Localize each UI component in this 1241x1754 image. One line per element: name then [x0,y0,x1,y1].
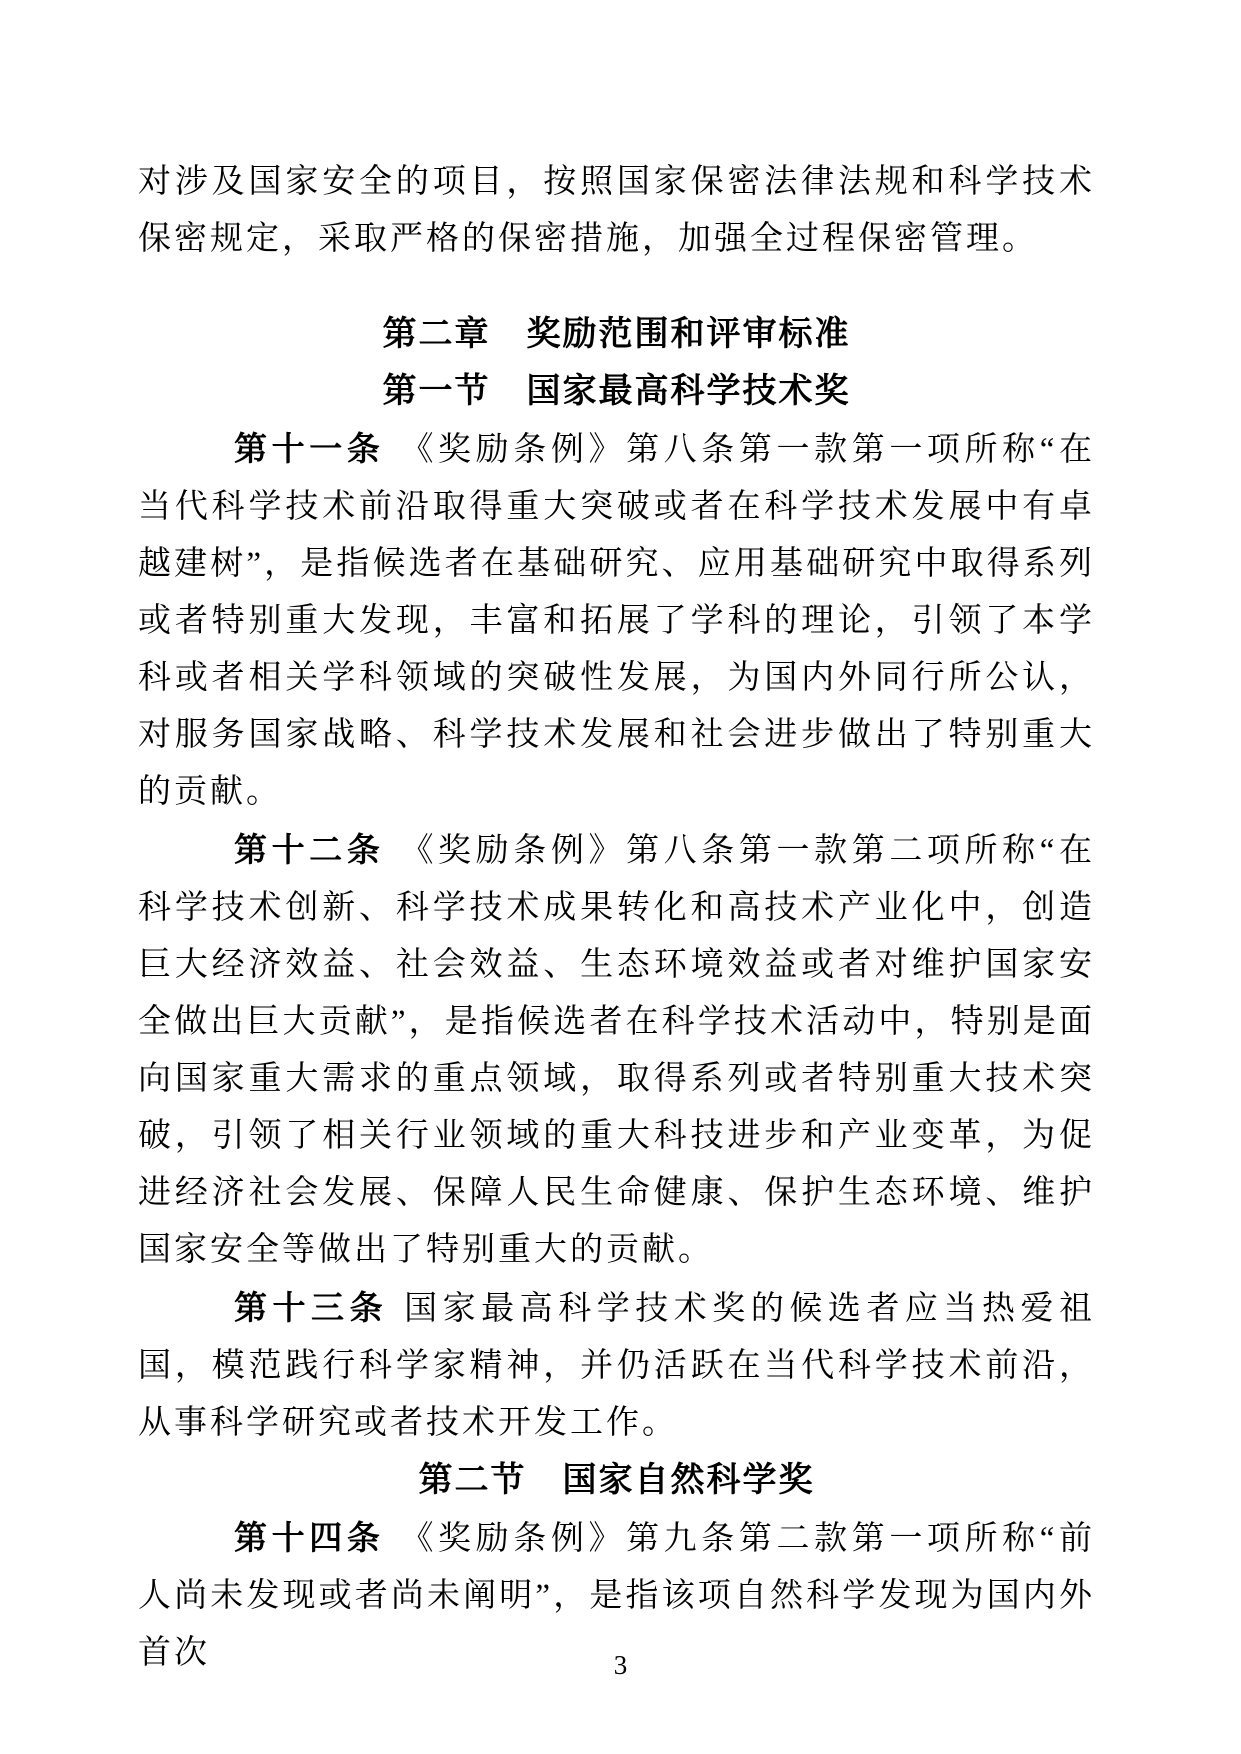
article-12-text: 《奖励条例》第八条第一款第二项所称“在科学技术创新、科学技术成果转化和高技术产业化中，创造巨大经济效益、社会效益、生态环境效益或者对维护国家安全做出巨大贡献”，是指候选者在科学技术活动中，特别是面向国家重大需求的重点领域，取得系列或者特别重大技术突破，引领了相关行业领域的重大科技进步和产业变革，为促进经济社会发展、保障人民生命健康、保护生态环境、维护国家安全等做出了特别重大的贡献。 [138,833,1096,1268]
continuation-paragraph: 对涉及国家安全的项目，按照国家保密法律法规和科学技术保密规定，采取严格的保密措施，加强全过程保密管理。 [138,164,1095,257]
article-11-text: 《奖励条例》第八条第一款第一项所称“在当代科学技术前沿取得重大突破或者在科学技术发展中有卓越建树”，是指候选者在基础研究、应用基础研究中取得系列或者特别重大发现，丰富和拓展了学科的理论，引领了本学科或者相关学科领域的突破性发展，为国内外同行所公认，对服务国家战略、科学技术发展和社会进步做出了特别重大的贡献。 [138,432,1096,810]
section-heading-2: 第二节 国家自然科学奖 [418,1461,815,1499]
article-11-number: 第十一条 [234,430,385,467]
article-13-text: 国家最高科学技术奖的候选者应当热爱祖国，模范践行科学家精神，并仍活跃在当代科学技术前沿，从事科学研究或者技术开发工作。 [138,1291,1096,1441]
article-14-text: 《奖励条例》第九条第二款第一项所称“前人尚未发现或者尚未阐明”，是指该项自然科学发现为国内外首次 [138,1521,1096,1671]
article-14-number: 第十四条 [234,1519,385,1556]
article-13-paragraph [138,1279,1095,1452]
article-12-number: 第十二条 [234,831,385,868]
article-11-paragraph [138,420,1095,821]
page-number: 3 [613,1650,628,1680]
section-heading-1: 第一节 国家最高科学技术奖 [382,372,851,410]
chapter-heading: 第二章 奖励范围和评审标准 [382,315,851,353]
page-content [138,154,1095,1682]
article-12-paragraph [138,821,1095,1279]
article-13-number: 第十三条 [234,1289,389,1326]
